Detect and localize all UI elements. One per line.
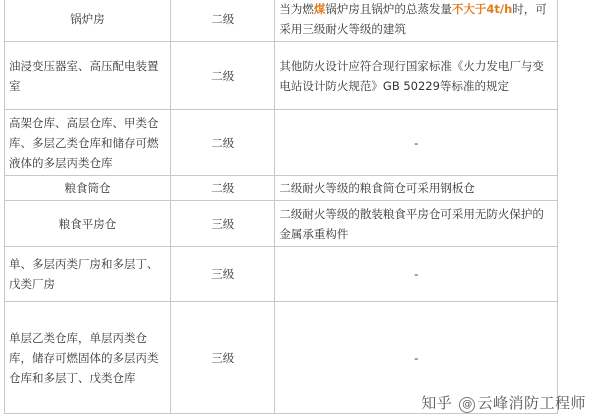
building-name-cell: 锅炉房 <box>5 0 171 42</box>
grade-cell: 三级 <box>171 201 275 247</box>
zhihu-watermark <box>421 392 586 413</box>
grade-cell: 二级 <box>171 176 275 201</box>
note-cell: - <box>275 302 558 414</box>
note-highlight: 煤 <box>313 2 326 16</box>
note-cell: - <box>275 247 558 302</box>
watermark-name: 云峰消防工程师 <box>477 394 586 412</box>
note-text: 时，可采用三级耐火等级的建筑 <box>279 2 547 36</box>
building-name-cell: 单、多层丙类厂房和多层丁、戊类厂房 <box>5 247 171 302</box>
table-row <box>5 0 558 42</box>
grade-cell: 三级 <box>171 302 275 414</box>
note-cell: 其他防火设计应符合现行国家标准《火力发电厂与变电站设计防火规范》GB 50229等标准的规定 <box>275 42 558 110</box>
at-icon: @ <box>459 397 475 413</box>
table-row <box>5 201 558 247</box>
grade-cell: 二级 <box>171 110 275 176</box>
note-text: 锅炉房且锅炉的总蒸发量 <box>325 2 452 16</box>
note-highlight: 不大于4t/h <box>451 2 513 16</box>
note-text: 当为燃 <box>279 2 314 16</box>
grade-cell: 三级 <box>171 247 275 302</box>
watermark-prefix: 知乎 <box>421 394 453 412</box>
note-cell <box>275 0 558 42</box>
fire-resistance-table <box>4 0 558 414</box>
building-name-cell: 油浸变压器室、高压配电装置室 <box>5 42 171 110</box>
table-row <box>5 247 558 302</box>
building-name-cell: 粮食平房仓 <box>5 201 171 247</box>
note-cell: 二级耐火等级的散装粮食平房仓可采用无防火保护的金属承重构件 <box>275 201 558 247</box>
table-row <box>5 42 558 110</box>
note-cell: - <box>275 110 558 176</box>
grade-cell: 二级 <box>171 42 275 110</box>
table-row <box>5 176 558 201</box>
building-name-cell: 单层乙类仓库，单层丙类仓库，储存可燃固体的多层丙类仓库和多层丁、戊类仓库 <box>5 302 171 414</box>
building-name-cell: 粮食筒仓 <box>5 176 171 201</box>
note-cell: 二级耐火等级的粮食筒仓可采用钢板仓 <box>275 176 558 201</box>
building-name-cell: 高架仓库、高层仓库、甲类仓库、多层乙类仓库和储存可燃液体的多层丙类仓库 <box>5 110 171 176</box>
table-row <box>5 110 558 176</box>
grade-cell: 二级 <box>171 0 275 42</box>
